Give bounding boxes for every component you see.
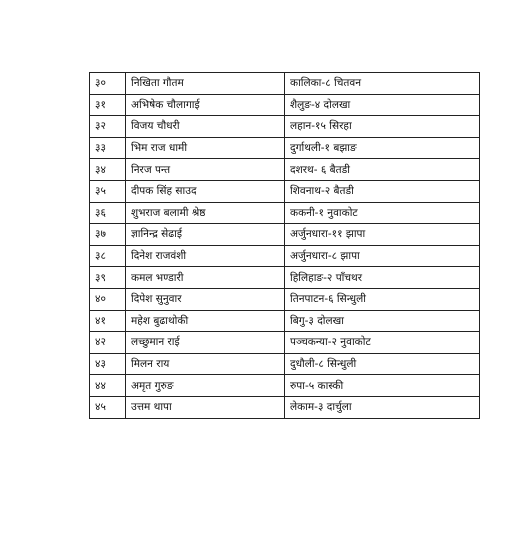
row-number: ३१ (90, 94, 126, 116)
person-name: निरज पन्त (126, 159, 285, 181)
person-address: कालिका-८ चितवन (285, 73, 480, 95)
person-address: दुधौली-८ सिन्धुली (285, 353, 480, 375)
person-name: निखिता गौतम (126, 73, 285, 95)
row-number: ४५ (90, 396, 126, 418)
person-name: विजय चौधरी (126, 116, 285, 138)
row-number: ४२ (90, 332, 126, 354)
person-address: दशरथ- ६ बैतडी (285, 159, 480, 181)
row-number: ३६ (90, 202, 126, 224)
participant-table (89, 72, 480, 419)
person-address: अर्जुनधारा-११ झापा (285, 224, 480, 246)
row-number: ३९ (90, 267, 126, 289)
row-number: ४३ (90, 353, 126, 375)
person-name: मिलन राय (126, 353, 285, 375)
table-row (90, 353, 480, 375)
row-number: ३४ (90, 159, 126, 181)
person-name: कमल भण्डारी (126, 267, 285, 289)
row-number: ३३ (90, 137, 126, 159)
table-row (90, 375, 480, 397)
table-row (90, 94, 480, 116)
row-number: ३२ (90, 116, 126, 138)
person-address: बिगु-३ दोलखा (285, 310, 480, 332)
table-row (90, 267, 480, 289)
row-number: ४० (90, 288, 126, 310)
person-name: अभिषेक चौलागाई (126, 94, 285, 116)
person-name: उत्तम थापा (126, 396, 285, 418)
row-number: ४१ (90, 310, 126, 332)
person-address: लहान-१५ सिरहा (285, 116, 480, 138)
person-address: शैलुङ-४ दोलखा (285, 94, 480, 116)
row-number: ३५ (90, 180, 126, 202)
table-row (90, 396, 480, 418)
person-address: तिनपाटन-६ सिन्धुली (285, 288, 480, 310)
person-address: पञ्चकन्या-२ नुवाकोट (285, 332, 480, 354)
person-address: शिवनाथ-२ बैतडी (285, 180, 480, 202)
table-row (90, 202, 480, 224)
person-address: अर्जुनधारा-८ झापा (285, 245, 480, 267)
person-name: महेश बुढाथोकी (126, 310, 285, 332)
person-name: दिपेश सुनुवार (126, 288, 285, 310)
person-name: अमृत गुरुङ (126, 375, 285, 397)
table-row (90, 116, 480, 138)
table-row (90, 159, 480, 181)
person-address: ककनी-१ नुवाकोट (285, 202, 480, 224)
person-name: दिनेश राजवंशी (126, 245, 285, 267)
row-number: ३८ (90, 245, 126, 267)
table-row (90, 288, 480, 310)
row-number: ४४ (90, 375, 126, 397)
person-address: दुर्गाथली-१ बझाङ (285, 137, 480, 159)
person-name: ज्ञानिन्द्र सेढाई (126, 224, 285, 246)
person-name: शुभराज बलामी श्रेष्ठ (126, 202, 285, 224)
table-row (90, 245, 480, 267)
person-address: रुपा-५ कास्की (285, 375, 480, 397)
person-address: हिलिहाङ-२ पाँचथर (285, 267, 480, 289)
row-number: ३७ (90, 224, 126, 246)
person-address: लेकाम-३ दार्चुला (285, 396, 480, 418)
table-row (90, 332, 480, 354)
table-row (90, 180, 480, 202)
table-row (90, 224, 480, 246)
row-number: ३० (90, 73, 126, 95)
table-row (90, 73, 480, 95)
table-row (90, 310, 480, 332)
person-name: दीपक सिंह साउद (126, 180, 285, 202)
person-name: भिम राज धामी (126, 137, 285, 159)
person-name: लच्छुमान राई (126, 332, 285, 354)
table-row (90, 137, 480, 159)
